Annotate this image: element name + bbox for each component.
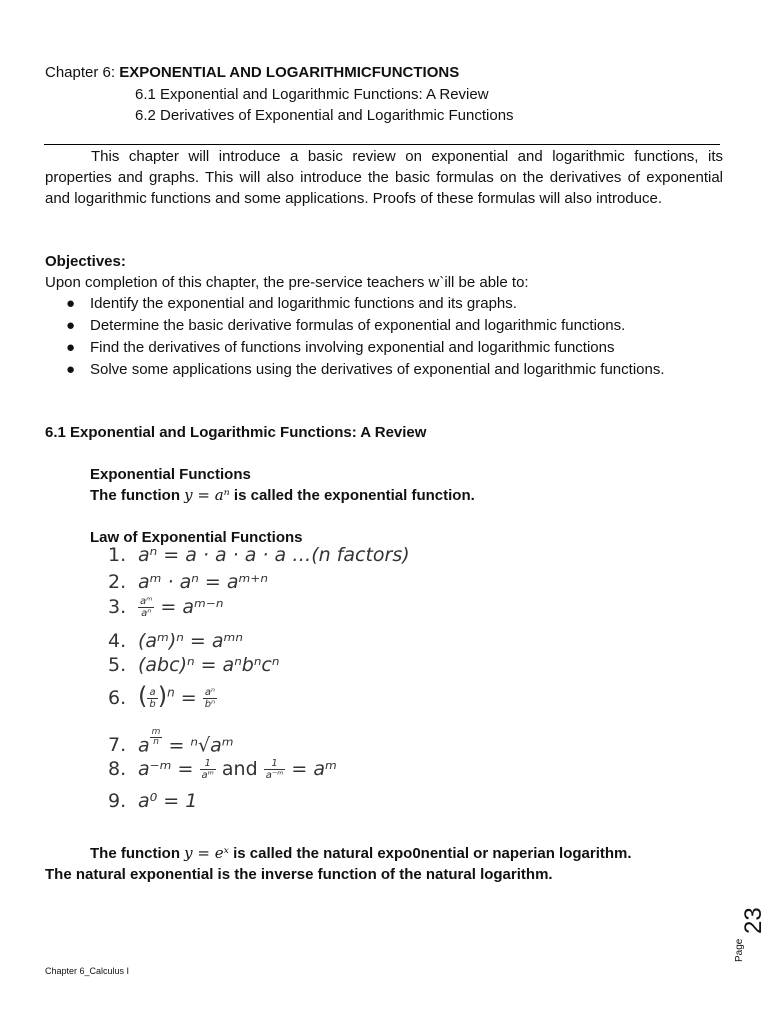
law-number: 1. bbox=[108, 544, 127, 566]
law-number: 5. bbox=[108, 654, 127, 676]
law-5 bbox=[108, 654, 279, 676]
fraction bbox=[138, 596, 154, 619]
law-9 bbox=[108, 790, 197, 812]
close-paren: ) bbox=[157, 682, 168, 710]
open-paren: ( bbox=[138, 682, 148, 710]
fraction-denominator: bⁿ bbox=[204, 699, 216, 710]
law-3 bbox=[108, 596, 223, 619]
section-6-1-heading: 6.1 Exponential and Logarithmic Functions: A Review bbox=[45, 424, 427, 441]
horizontal-rule bbox=[44, 144, 720, 145]
law-expression: (aᵐ)ⁿ = aᵐⁿ bbox=[138, 630, 243, 652]
law-6 bbox=[108, 682, 217, 710]
law-expression: aⁿ = a · a · a · a …(n factors) bbox=[138, 544, 410, 566]
fraction-denominator: b bbox=[149, 699, 156, 710]
law-expression: = aᵐ⁻ⁿ bbox=[154, 596, 224, 618]
list-item bbox=[66, 337, 724, 358]
natural-exponential-paragraph bbox=[45, 843, 723, 864]
law-8 bbox=[108, 758, 337, 781]
law-2 bbox=[108, 571, 268, 593]
fraction-numerator: 1 bbox=[200, 758, 216, 770]
law-1 bbox=[108, 544, 410, 566]
footer-chapter-label: Chapter 6_Calculus I bbox=[45, 966, 130, 976]
law-number: 6. bbox=[108, 687, 127, 709]
base: a bbox=[138, 734, 150, 757]
bullet-icon: ● bbox=[66, 339, 76, 356]
exponential-functions-heading: Exponential Functions bbox=[90, 466, 251, 483]
objectives-lead: Upon completion of this chapter, the pre-service teachers w`ill be able to: bbox=[45, 274, 529, 291]
fraction-numerator: m bbox=[151, 727, 161, 737]
list-item bbox=[66, 293, 724, 314]
law-number: 9. bbox=[108, 790, 127, 812]
law-expression: a⁻ᵐ = bbox=[138, 758, 200, 780]
law-expression: = ⁿ√aᵐ bbox=[162, 734, 234, 757]
law-4 bbox=[108, 630, 243, 652]
fraction-numerator: aⁿ bbox=[203, 687, 217, 699]
natural-text-start: The function bbox=[90, 845, 185, 862]
section-6-1-listing: 6.1 Exponential and Logarithmic Functions: A Review bbox=[135, 86, 489, 103]
natural-exponential-formula: y = eˣ bbox=[184, 844, 229, 862]
law-number: 4. bbox=[108, 630, 127, 652]
law-7 bbox=[108, 728, 234, 756]
fraction-numerator: 1 bbox=[264, 758, 286, 770]
equals-sign: = bbox=[174, 687, 203, 709]
and-word: and bbox=[215, 758, 264, 780]
list-item-text: Solve some applications using the derivatives of exponential and logarithmic functions. bbox=[90, 361, 665, 378]
list-item-text: Identify the exponential and logarithmic functions and its graphs. bbox=[90, 295, 517, 312]
exponential-formula: y = aⁿ bbox=[184, 486, 230, 504]
fraction-denominator: aⁿ bbox=[141, 608, 152, 619]
chapter-heading bbox=[45, 62, 459, 83]
fraction bbox=[147, 687, 157, 710]
fraction-exponent bbox=[150, 728, 163, 747]
law-number: 7. bbox=[108, 734, 127, 757]
laws-heading: Law of Exponential Functions bbox=[90, 529, 303, 546]
chapter-title: EXPONENTIAL AND LOGARITHMICFUNCTIONS bbox=[119, 64, 460, 81]
definition-text-end: is called the exponential function. bbox=[229, 487, 475, 504]
chapter-prefix: Chapter 6: bbox=[45, 64, 120, 81]
definition-text-start: The function bbox=[90, 487, 185, 504]
law-number: 2. bbox=[108, 571, 127, 593]
list-item bbox=[66, 359, 724, 380]
section-6-2-listing: 6.2 Derivatives of Exponential and Logarithmic Functions bbox=[135, 107, 514, 124]
fraction-numerator: aᵐ bbox=[140, 596, 153, 607]
fraction bbox=[200, 758, 216, 781]
bullet-icon: ● bbox=[66, 317, 76, 334]
natural-text-end: is called the natural expo0nential or naperian logarithm. bbox=[228, 845, 632, 862]
page-word: Page bbox=[734, 938, 745, 962]
bullet-icon: ● bbox=[66, 361, 76, 378]
fraction-denominator: a⁻ᵐ bbox=[265, 770, 284, 781]
fraction-numerator: a bbox=[147, 687, 157, 699]
law-expression: aᵐ · aⁿ = aᵐ⁺ⁿ bbox=[138, 571, 268, 593]
fraction bbox=[264, 758, 286, 781]
law-expression: (abc)ⁿ = aⁿbⁿcⁿ bbox=[138, 654, 280, 676]
fraction bbox=[203, 687, 217, 710]
list-item bbox=[66, 315, 724, 336]
objectives-heading: Objectives: bbox=[45, 253, 126, 270]
intro-paragraph: This chapter will introduce a basic review on exponential and logarithmic functions, its properties and graphs. This will also introduce the basic formulas on the derivatives of exponential and logarithmic functions and some applications. Proofs of these formulas will also introduce. bbox=[45, 148, 723, 207]
exponent: n bbox=[167, 685, 175, 700]
exponential-definition bbox=[90, 485, 475, 506]
law-expression: a⁰ = 1 bbox=[138, 790, 198, 812]
law-expression: = aᵐ bbox=[285, 758, 337, 780]
list-item-text: Determine the basic derivative formulas of exponential and logarithmic functions. bbox=[90, 317, 626, 334]
list-item-text: Find the derivatives of functions involving exponential and logarithmic functions bbox=[90, 339, 615, 356]
bullet-icon: ● bbox=[66, 295, 76, 312]
natural-exponential-inverse-line: The natural exponential is the inverse function of the natural logarithm. bbox=[45, 866, 553, 883]
page-number: 23 bbox=[740, 907, 767, 934]
page-number-mark bbox=[734, 898, 767, 968]
law-number: 8. bbox=[108, 758, 127, 780]
fraction-denominator: aᵐ bbox=[201, 770, 214, 781]
law-number: 3. bbox=[108, 596, 127, 618]
fraction-denominator: n bbox=[153, 737, 159, 747]
objectives-list bbox=[66, 293, 724, 381]
